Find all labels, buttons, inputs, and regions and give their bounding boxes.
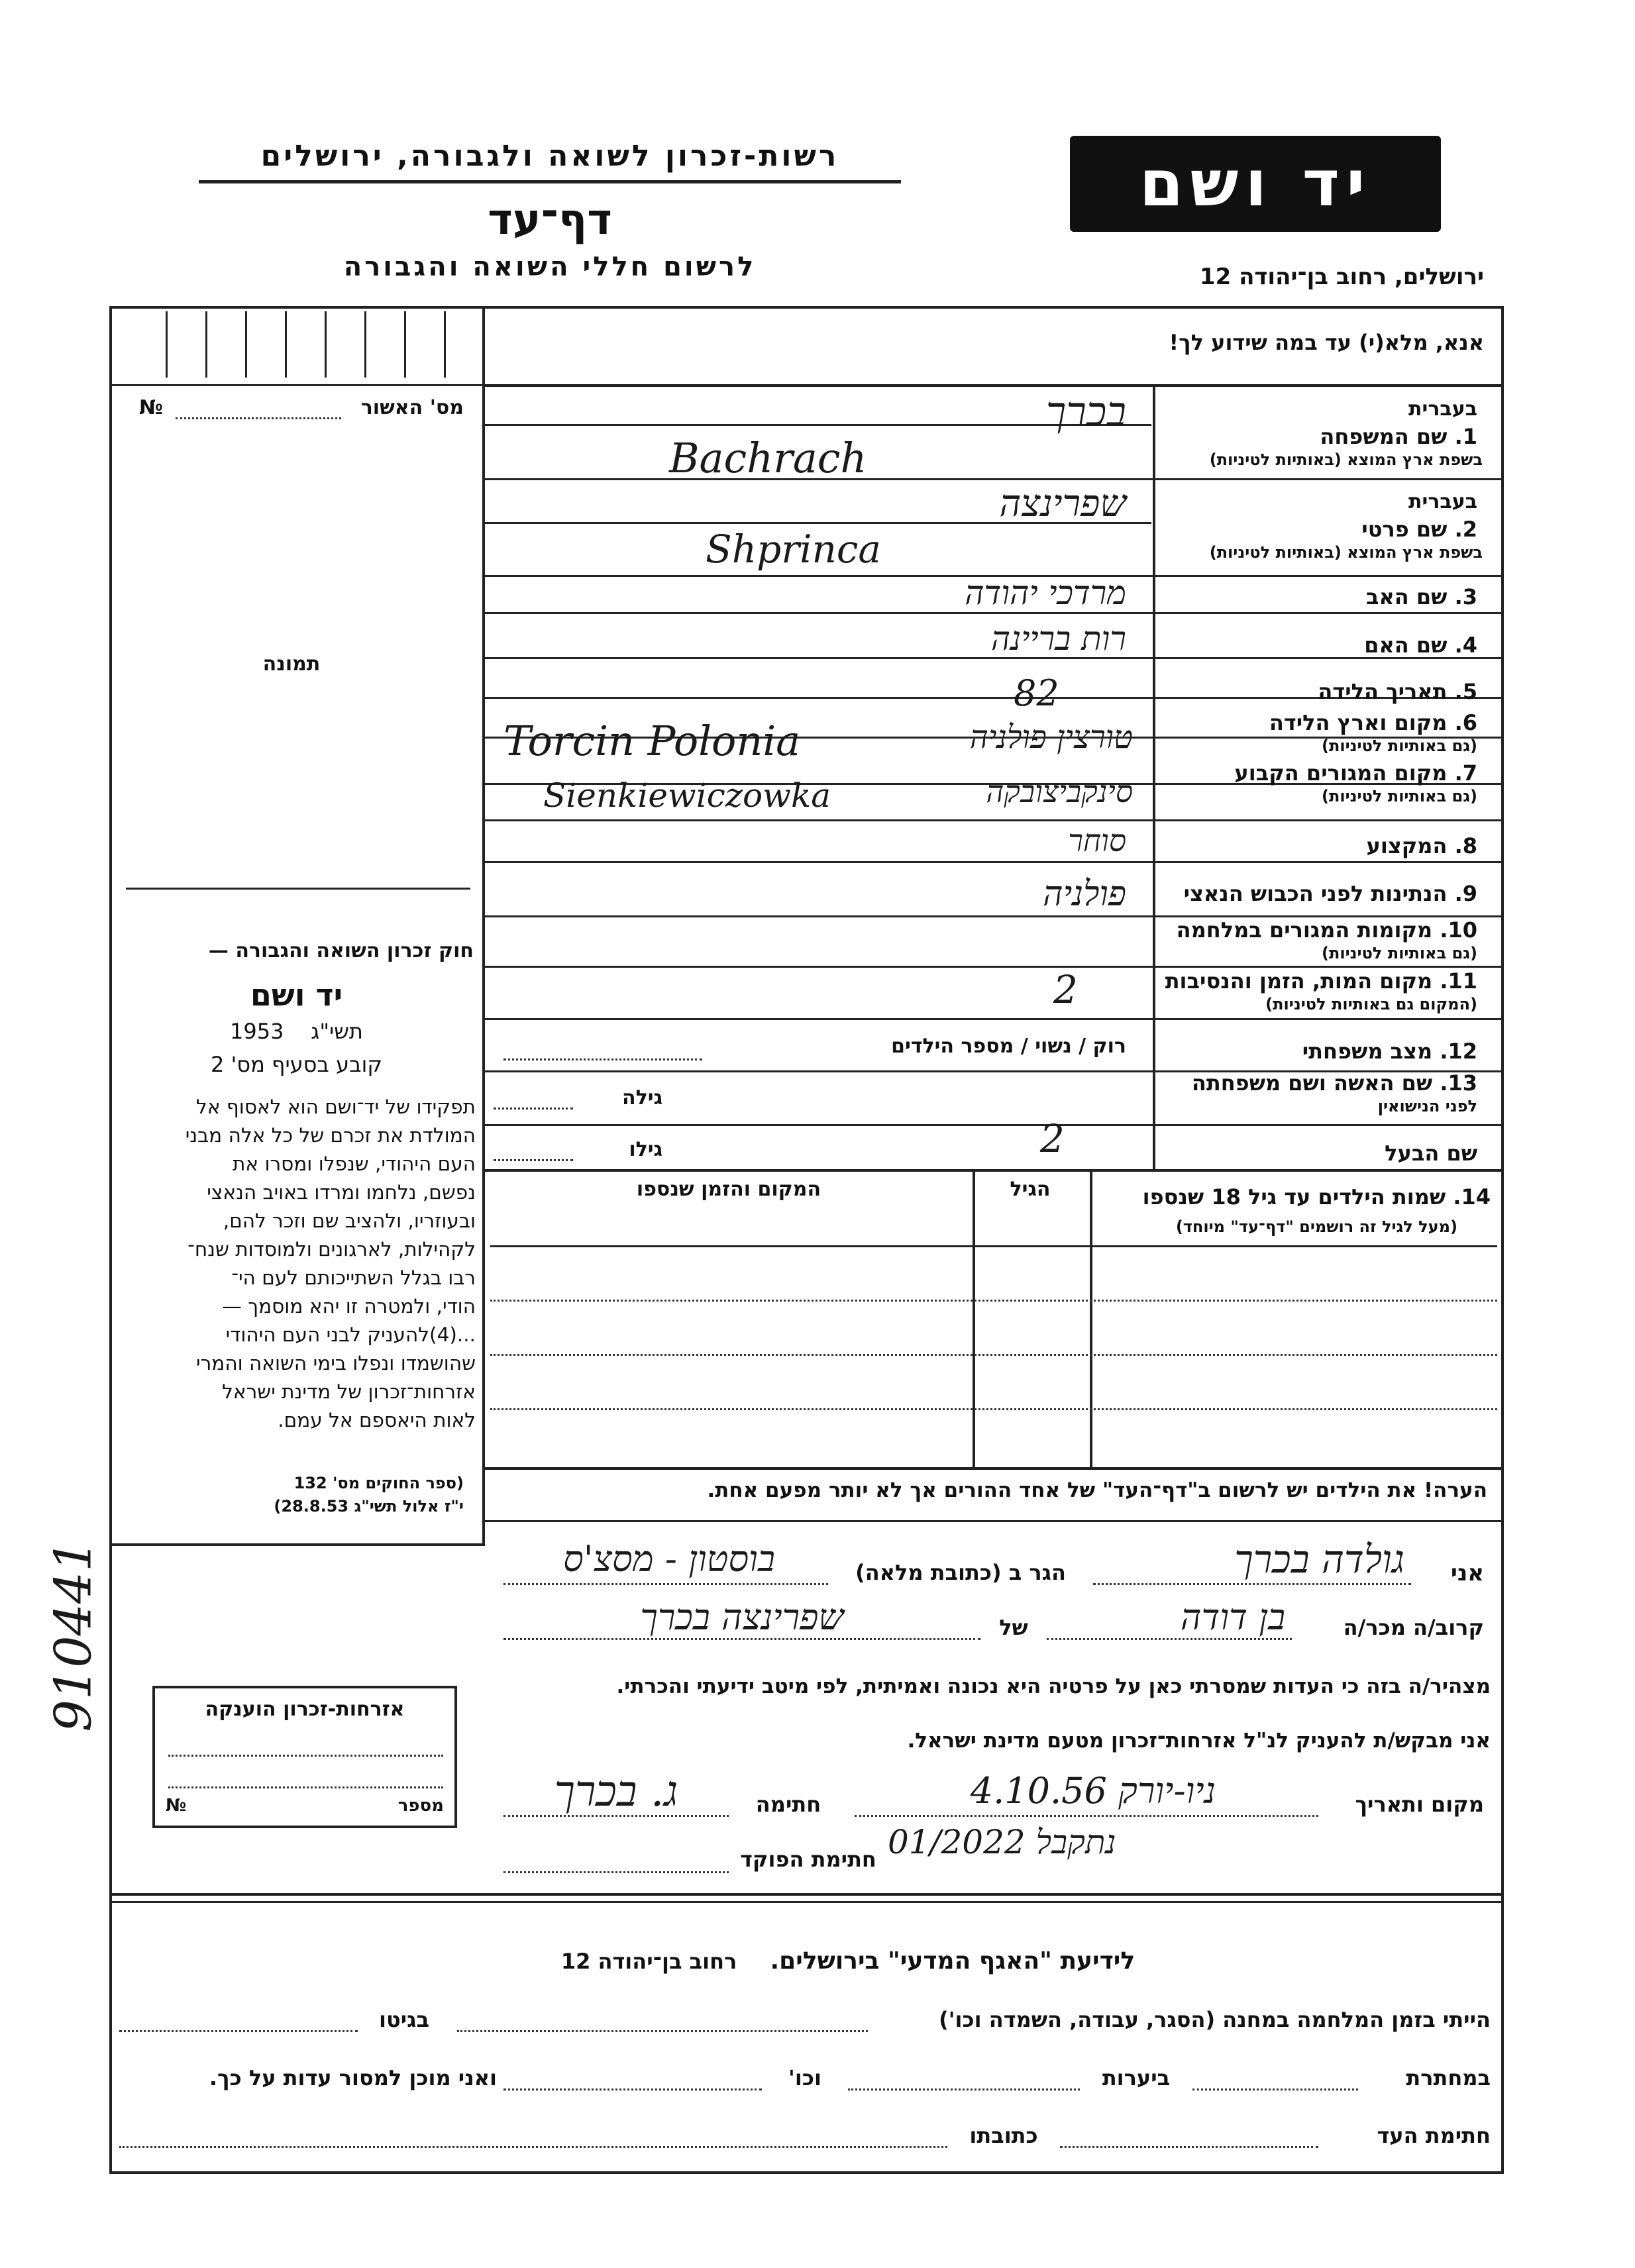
law-reference-1: (ספר החוקים מס' 132	[293, 1474, 464, 1492]
children-col-place: המקום והזמן שנספו	[636, 1178, 821, 1201]
section-separator-bottom	[109, 1901, 1504, 1903]
law-heading: חוק זכרון השואה והגבורה —	[208, 939, 474, 962]
field-8-label	[1166, 833, 1477, 858]
bottom-line2-d: ואני מוכן למסור עדות על כך.	[209, 2065, 497, 2090]
photo-bottom-line	[126, 888, 470, 890]
field-5-number: 5.	[1454, 679, 1477, 704]
relative-value[interactable]: בן דודה	[1180, 1596, 1285, 1638]
field-5-value[interactable]: 82	[1014, 672, 1059, 714]
camp-input[interactable]	[457, 2030, 868, 2032]
field-5-label-text: תאריך הלידה	[1318, 679, 1448, 704]
approval-number-mark: №	[139, 396, 164, 419]
place-date-value[interactable]: ניו-יורק 4.10.56	[970, 1770, 1216, 1812]
husband-age-label: גילו	[629, 1138, 662, 1161]
field-3-label-text: שם האב	[1365, 584, 1448, 609]
table-row[interactable]	[490, 1408, 1497, 1410]
law-text-line: לקהילות, לארגונים ולמוסדות שנח־	[187, 1238, 476, 1261]
field-9-label	[1166, 881, 1477, 906]
field-13-sub: לפני הנישואין	[1377, 1097, 1477, 1115]
request-text: אני מבקש/ת להעניק לנ"ל אזרחות־זכרון מטעם מדינת ישראל.	[907, 1729, 1491, 1753]
field-6-number: 6.	[1454, 710, 1477, 735]
field-13-label-text: שם האשה ושם משפחתה	[1191, 1070, 1433, 1096]
left-panel-bottom	[109, 1543, 485, 1546]
witness-address-input[interactable]	[119, 2146, 947, 2148]
residing-label: הגר ב (כתובת מלאה)	[855, 1560, 1066, 1585]
children-bottom-line	[484, 1467, 1504, 1470]
field-5-label	[1166, 679, 1477, 704]
field-13-age-label: גילה	[622, 1086, 662, 1109]
field-2-value-latin[interactable]: Shprinca	[706, 527, 881, 572]
field-1-sub: בשפת ארץ המוצא (באותיות לטיניות)	[1209, 450, 1483, 469]
bottom-line2-c: וכו'	[788, 2065, 821, 2090]
field-1-label	[1166, 424, 1477, 449]
bottom-line1-b: בגיטו	[379, 2007, 429, 2032]
field-13-number: 13.	[1440, 1070, 1477, 1096]
field-11-label	[1166, 968, 1477, 994]
field-3-value[interactable]: מרדכי יהודה	[965, 574, 1126, 612]
place-date-line[interactable]	[855, 1815, 1318, 1817]
underground-input[interactable]	[1192, 2088, 1358, 2090]
citizenship-number-label: מספר	[397, 1796, 444, 1816]
field-3-label	[1166, 584, 1477, 609]
field-4-label-text: שם האם	[1364, 633, 1448, 658]
bottom-heading-text: לידיעת "האגף המדעי" בירושלים.	[770, 1947, 1135, 1975]
field-7-label-text: מקום המגורים הקבוע	[1234, 760, 1448, 786]
children-label-text: שמות הילדים עד גיל 18 שנספו	[1142, 1184, 1446, 1210]
logo-text: יד ושם	[1139, 146, 1372, 221]
ghetto-input[interactable]	[119, 2030, 358, 2032]
law-reference-2: י"ז אלול תשי"ג 28.8.53)	[274, 1497, 464, 1516]
citizenship-number-mark: №	[166, 1796, 187, 1816]
bottom-line2-a: במחתרת	[1406, 2065, 1491, 2090]
table-row[interactable]	[490, 1300, 1497, 1302]
witness-name-line[interactable]	[1093, 1583, 1411, 1585]
bottom-line3-b: כתובתו	[969, 2123, 1038, 2148]
of-value[interactable]: שפרינצה בכרך	[640, 1596, 844, 1638]
etc-input[interactable]	[503, 2088, 762, 2090]
children-col-age: הגיל	[1010, 1178, 1051, 1201]
husband-age-input[interactable]	[494, 1159, 573, 1161]
children-note: הערה! את הילדים יש לרשום ב"דף־העד" של אחד ההורים אך לא יותר מפעם אחת.	[707, 1478, 1487, 1502]
law-year-block	[119, 1019, 474, 1044]
field-2-label-text: שם פרטי	[1361, 517, 1448, 542]
declaration-text: מצהיר/ה בזה כי העדות שמסרתי כאן על פרטיה היא נכונה ואמיתית, לפי מיטב ידיעתי והכרתי.	[616, 1675, 1491, 1698]
law-text-line: תפקידו של יד־ושם הוא לאסוף אל	[196, 1096, 476, 1118]
field-1-value-latin[interactable]: Bachrach	[669, 434, 867, 482]
law-text-line: הודי, ולמטרה זו יהא מוסמך —	[222, 1295, 476, 1317]
residing-value[interactable]: בוסטון - מסצ'ס	[563, 1538, 775, 1580]
field-12-label	[1166, 1039, 1477, 1064]
field-4-number: 4.	[1454, 633, 1477, 658]
place-date-label: מקום ותאריך	[1355, 1792, 1484, 1817]
field-12-input[interactable]	[503, 1058, 702, 1060]
signature-label: חתימה	[755, 1792, 821, 1817]
field-7-value-hebrew[interactable]: סינקביצובקה	[986, 774, 1133, 809]
witness-i-label: אני	[1450, 1560, 1484, 1586]
field-7-value-latin[interactable]: Sienkiewiczowka	[543, 776, 831, 815]
field-1-lang-label: בעברית	[1408, 397, 1477, 421]
field-1-value-hebrew[interactable]: בכרך	[1045, 387, 1126, 436]
law-text-line: העם היהודי, שנפלו ומסרו את	[232, 1153, 476, 1175]
official-signature-label: חתימת הפוקד	[740, 1847, 876, 1872]
field-6-value-hebrew[interactable]: טורצין פולניה	[969, 719, 1133, 756]
law-text-line: המולדת את זכרם של כל אלה מבני	[185, 1124, 476, 1147]
law-text-line: לאות היאספם אל עמם.	[278, 1409, 476, 1431]
left-top-divider	[109, 384, 484, 386]
bottom-line2-b: ביערות	[1102, 2065, 1171, 2090]
field-3-number: 3.	[1454, 584, 1477, 609]
header-underline	[199, 180, 901, 183]
approval-number-field[interactable]	[176, 417, 341, 419]
field-11-number: 11.	[1440, 968, 1477, 994]
field-2-sub: בשפת ארץ המוצא (באותיות לטיניות)	[1209, 543, 1483, 562]
approval-number-label: מס' האשור	[360, 396, 464, 419]
field-11-label-text: מקום המות, הזמן והנסיבות	[1165, 968, 1433, 994]
field-2-label	[1166, 517, 1477, 542]
law-year-hebrew: תשי"ג	[311, 1019, 363, 1044]
law-text	[118, 1093, 476, 1435]
field-7-label	[1166, 760, 1477, 786]
law-text-line: אזרחות־זכרון של מדינת ישראל	[222, 1380, 476, 1403]
field-4-label	[1166, 633, 1477, 658]
citizenship-line[interactable]	[168, 1755, 443, 1757]
field-12-label-text: מצב משפחתי	[1302, 1039, 1433, 1064]
law-text-line: ובעוזריו, ולהציב שם וזכר להם,	[223, 1210, 476, 1232]
bottom-heading-address: רחוב בן־יהודה 12	[560, 1949, 737, 1974]
field-7-number: 7.	[1454, 760, 1477, 786]
law-clause: קובע בסעיף מס' 2	[210, 1052, 383, 1077]
header-address: ירושלים, רחוב בן־יהודה 12	[1199, 264, 1484, 290]
field-13-age-input[interactable]	[494, 1108, 573, 1109]
field-10-label-text: מקומות המגורים במלחמה	[1176, 917, 1433, 943]
field-12-number: 12.	[1440, 1039, 1477, 1064]
field-10-sub: (גם באותיות לטיניות)	[1322, 944, 1477, 962]
photo-label: תמונה	[262, 652, 321, 676]
form-title: דף־עד	[488, 195, 612, 244]
field-4-value[interactable]: רות בריינה	[990, 619, 1126, 658]
field-11-sub: (המקום גם באותיות לטיניות)	[1265, 995, 1477, 1013]
bottom-line3-a: חתימת העד	[1377, 2123, 1491, 2148]
received-stamp: נתקבל 01/2022	[888, 1823, 1116, 1861]
signature-value[interactable]: ג. בכרך	[554, 1767, 678, 1816]
law-text-line: נפשם, נלחמו ומרדו באויב הנאצי	[207, 1181, 476, 1204]
form-subtitle: לרשום חללי השואה והגבורה	[343, 252, 757, 282]
field-10-number: 10.	[1440, 917, 1477, 943]
note-bottom-line	[484, 1520, 1504, 1522]
official-signature-line[interactable]	[503, 1871, 729, 1873]
field-1-number: 1.	[1454, 424, 1477, 449]
field-11-value[interactable]: 2	[1053, 967, 1078, 1012]
law-year: 1953	[230, 1019, 284, 1044]
field-7-sub: (גם באותיות לטיניות)	[1322, 787, 1477, 805]
residing-line[interactable]	[503, 1583, 828, 1585]
field-2-number: 2.	[1454, 517, 1477, 542]
field-8-label-text: המקצוע	[1366, 833, 1448, 858]
field-8-value[interactable]: סוחר	[1068, 823, 1126, 858]
forests-input[interactable]	[848, 2088, 1080, 2090]
children-sub: (מעל לגיל זה רושמים "דף־עד" מיוחד)	[1175, 1217, 1457, 1236]
yad-vashem-logo	[1070, 136, 1441, 232]
field-2-value-hebrew[interactable]: שפרינצה	[999, 482, 1126, 525]
table-row[interactable]	[490, 1354, 1497, 1356]
fields-bottom-line	[484, 1169, 1504, 1172]
husband-name-label: שם הבעל	[1385, 1141, 1477, 1166]
of-line[interactable]	[503, 1638, 980, 1640]
law-text-line: שהושמדו ונפלו בימי השואה והמרי	[196, 1352, 476, 1374]
field-10-label	[1166, 917, 1477, 943]
relative-label: קרוב/ה מכר/ה	[1343, 1615, 1484, 1640]
relative-line[interactable]	[1047, 1638, 1292, 1640]
citizenship-box	[152, 1686, 457, 1828]
field-1-label-text: שם המשפחה	[1320, 424, 1448, 449]
witness-name-value[interactable]: גולדה בכרך	[1234, 1537, 1404, 1582]
field-13-label	[1166, 1070, 1477, 1096]
field-6-label	[1166, 710, 1477, 735]
field-2-lang-label: בעברית	[1408, 490, 1477, 513]
organization-line: רשות-זכרון לשואה ולגבורה, ירושלים	[260, 139, 839, 173]
citizenship-box-title: אזרחות-זכרון הוענקה	[205, 1698, 405, 1721]
witness-signature-input[interactable]	[1060, 2146, 1318, 2148]
field-8-number: 8.	[1454, 833, 1477, 858]
bottom-line1-a: הייתי בזמן המלחמה במחנה (הסגר, עבודה, השמדה וכו')	[939, 2007, 1491, 2032]
citizenship-line[interactable]	[168, 1786, 443, 1788]
children-number: 14.	[1453, 1184, 1491, 1210]
of-label: של	[999, 1615, 1028, 1640]
approval-boxes	[126, 311, 470, 381]
table-row[interactable]	[490, 1245, 1497, 1247]
children-rows	[490, 1245, 1497, 1464]
field-6-sub: (גם באותיות לטיניות)	[1322, 737, 1477, 755]
section-separator-top	[109, 1893, 1504, 1896]
field-9-number: 9.	[1454, 881, 1477, 906]
side-stamp-number: 910441	[43, 1539, 103, 1732]
field-12-inline-label: רוק / נשוי / מספר הילדים	[891, 1035, 1126, 1058]
husband-value[interactable]: 2	[1040, 1116, 1065, 1161]
field-6-value-latin[interactable]: Torcin Polonia	[503, 717, 801, 765]
field-9-label-text: הנתינות לפני הכבוש הנאצי	[1183, 881, 1448, 906]
children-label	[1100, 1184, 1491, 1210]
field-6-label-text: מקום וארץ הלידה	[1269, 710, 1448, 735]
law-text-line: ...(4)להעניק לבני העם היהודי	[225, 1323, 476, 1346]
law-text-line: רבו בגלל השתייכותם לעם הי־	[231, 1266, 476, 1289]
bottom-heading	[331, 1947, 1365, 1975]
intro-instruction: אנא, מלא(י) עד במה שידוע לך!	[1169, 330, 1484, 355]
law-name: יד ושם	[250, 977, 343, 1013]
field-9-value[interactable]: פולניה	[1043, 874, 1126, 914]
